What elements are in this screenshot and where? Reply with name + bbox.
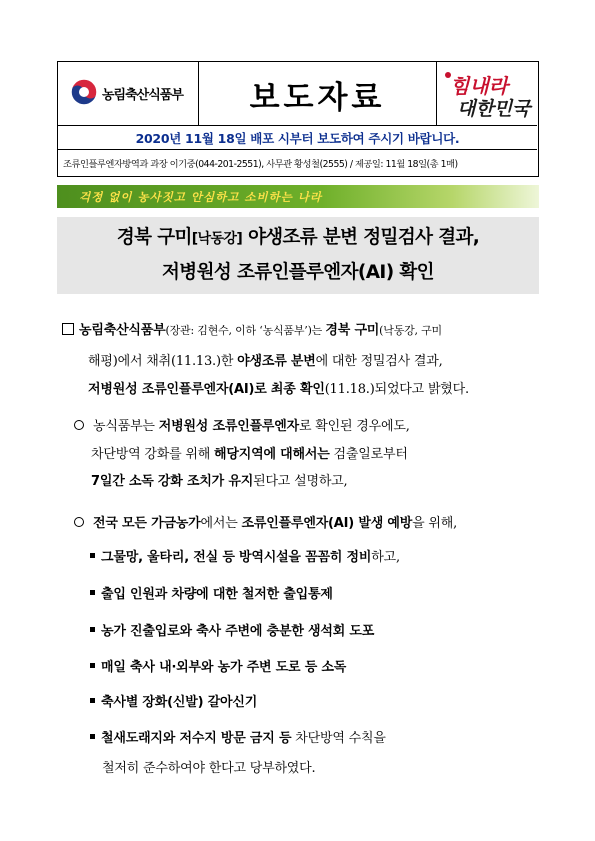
paragraph-2-line-1	[74, 415, 410, 434]
p1-l3-b: (11.18.)되었다고 밝혔다.	[324, 382, 469, 397]
p3-l1-b: 에서는	[200, 516, 242, 531]
p2-l1-b: 저병원성 조류인플루엔자	[158, 419, 299, 434]
bullet-item-5	[90, 691, 257, 710]
square-bullet-icon	[90, 627, 95, 632]
p3-l1-d: 을 위해,	[412, 516, 458, 531]
headline-line-2: 저병원성 조류인플루엔자(AI) 확인	[162, 262, 434, 283]
p1-l3-a: 저병원성 조류인플루엔자(AI)로 최종 확인	[88, 382, 325, 397]
paragraph-1-line-3	[88, 378, 469, 397]
slogan-line-2: 대한민국	[457, 98, 531, 120]
slogan-banner	[57, 185, 539, 208]
p3-l1-a: 전국 모든 가금농가	[93, 516, 201, 531]
bullet-item-6-continued: 철저히 준수하여야 한다고 당부하였다.	[102, 761, 316, 776]
p2-l2-a: 차단방역 강화를 위해	[91, 447, 215, 462]
headline-box	[57, 217, 539, 294]
bullet-item-3	[90, 620, 374, 639]
paragraph-2-line-2	[91, 443, 408, 462]
b1-b: 하고,	[371, 550, 400, 565]
paragraph-3-line-1	[74, 512, 457, 531]
p3-l1-c: 조류인플루엔자(AI) 발생 예방	[241, 516, 413, 531]
b4: 매일 축사 내·외부와 농가 주변 도로 등 소독	[101, 660, 347, 675]
b5: 축사별 장화(신발) 갈아신기	[101, 695, 258, 710]
p2-l3-b: 된다고 설명하고,	[253, 474, 348, 489]
page-title: 보도자료	[249, 79, 386, 116]
ministry-logo-cell	[58, 62, 199, 126]
release-notice-row	[58, 126, 537, 150]
paragraph-2-line-3	[91, 470, 347, 489]
p1-l1-c: 경북 구미	[325, 323, 380, 338]
slogan-logo-cell	[437, 62, 537, 126]
p1-l1-d: (낙동강, 구미	[379, 324, 442, 337]
slogan-line-1: 힘내라	[450, 74, 508, 98]
header-top-row	[58, 62, 537, 126]
p1-l2-a: 해평)에서 채취(11.13.)한	[88, 354, 238, 369]
square-bullet-icon	[90, 590, 95, 595]
p1-l2-c: 에 대한 정밀검사 결과,	[315, 354, 443, 369]
square-bullet-icon	[90, 553, 95, 558]
headline-line-1-small: [낙동강]	[191, 231, 243, 247]
p2-l2-c: 검출일로부터	[329, 447, 408, 462]
banner-text: 걱정 없이 농사짓고 안심하고 소비하는 나라	[79, 189, 322, 204]
contact-row	[58, 150, 537, 175]
p1-l1-a: 농림축산식품부	[79, 323, 166, 338]
p2-l1-c: 로 확인된 경우에도,	[299, 419, 410, 434]
square-bullet-icon	[90, 698, 95, 703]
p2-l3-a: 7일간 소독 강화 조치가 유지	[91, 474, 254, 489]
b6-b: 차단방역 수칙을	[291, 731, 386, 746]
headline-line-1	[117, 221, 479, 256]
press-release-header	[57, 61, 539, 177]
p1-l1-b: (장관: 김현수, 이하 ‘농식품부’)는	[165, 324, 326, 337]
square-bullet-icon	[90, 734, 95, 739]
square-bullet-icon	[90, 663, 95, 668]
p2-l1-a: 농식품부는	[93, 419, 159, 434]
taegeuk-emblem-icon	[69, 77, 99, 107]
b6-a: 철새도래지와 저수지 방문 금지 등	[101, 731, 292, 746]
headline-line-1-b: 야생조류 분변 정밀검사 결과,	[242, 227, 480, 248]
bullet-item-1	[90, 546, 400, 565]
b3: 농가 진출입로와 축사 주변에 충분한 생석회 도포	[101, 624, 375, 639]
contact-info: 조류인플루엔자방역과 과장 이기중(044-201-2551), 사무관 황성철(2555) / 제공일: 11월 18일(총 1매)	[63, 158, 458, 170]
ministry-name: 농림축산식품부	[102, 88, 183, 103]
b1-a: 그물망, 울타리, 전실 등 방역시설을 꼼꼼히 정비	[101, 550, 372, 565]
release-notice: 2020년 11월 18일 배포 시부터 보도하여 주시기 바랍니다.	[135, 130, 460, 146]
bullet-item-2	[90, 583, 333, 602]
headline-line-1-a: 경북 구미	[116, 227, 192, 248]
title-cell	[199, 62, 437, 126]
p1-l2-b: 야생조류 분변	[237, 354, 316, 369]
p2-l2-b: 해당지역에 대해서는	[214, 447, 330, 462]
bullet-item-6	[90, 727, 386, 746]
b2: 출입 인원과 차량에 대한 철저한 출입통제	[101, 587, 333, 602]
circle-bullet-icon	[74, 517, 84, 527]
circle-bullet-icon	[74, 420, 84, 430]
paragraph-1-line-1	[62, 319, 442, 338]
checkbox-bullet-icon	[62, 323, 74, 335]
bullet-item-4	[90, 656, 346, 675]
paragraph-1-line-2	[88, 350, 443, 369]
